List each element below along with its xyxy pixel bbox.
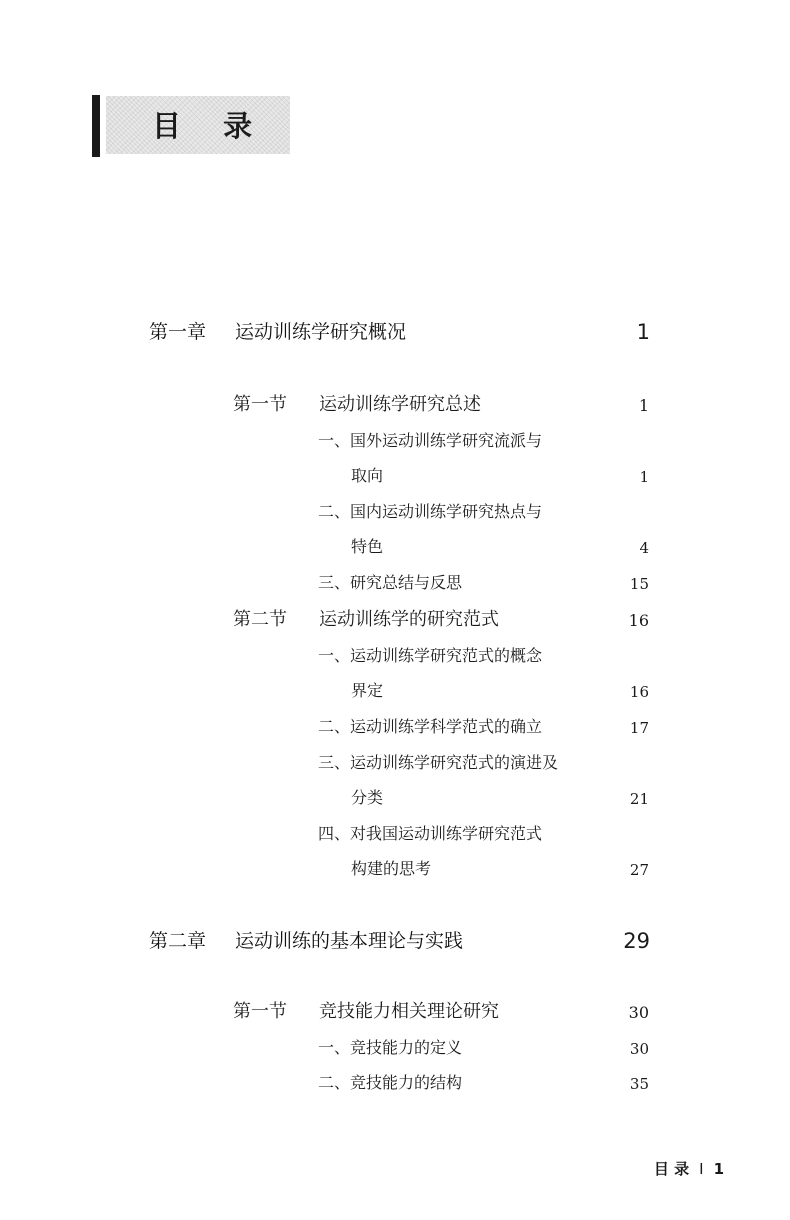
section-label: 第二节 bbox=[233, 609, 287, 630]
toc-item[interactable]: 三、研究总结与反思 bbox=[318, 573, 463, 592]
toc-item[interactable]: 一、运动训练学研究范式的概念 bbox=[318, 646, 543, 665]
toc-item[interactable]: 三、运动训练学研究范式的演进及 bbox=[318, 753, 559, 772]
toc-page-number: 1 bbox=[638, 396, 649, 415]
footer-title: 目 录 bbox=[653, 1160, 690, 1178]
toc-chapter-2[interactable] bbox=[149, 932, 463, 951]
chapter-label: 第二章 bbox=[149, 930, 207, 952]
toc-item-continuation: 取向 bbox=[351, 466, 384, 485]
toc-item-continuation: 界定 bbox=[351, 681, 384, 700]
toc-page-number: 17 bbox=[629, 719, 649, 737]
section-title: 运动训练学研究总述 bbox=[319, 394, 481, 415]
section-title: 运动训练学的研究范式 bbox=[319, 609, 499, 630]
chapter-title: 运动训练学研究概况 bbox=[235, 321, 407, 343]
toc-item[interactable]: 二、竞技能力的结构 bbox=[318, 1073, 463, 1092]
toc-item[interactable]: 二、运动训练学科学范式的确立 bbox=[318, 717, 543, 736]
section-label: 第一节 bbox=[233, 394, 287, 415]
toc-page-number: 1 bbox=[636, 320, 650, 344]
toc-item-continuation: 特色 bbox=[351, 537, 384, 556]
toc-page-number: 27 bbox=[629, 861, 649, 879]
toc-page-number: 15 bbox=[629, 575, 649, 593]
toc-page-number: 16 bbox=[628, 611, 649, 630]
toc-section-2-1[interactable] bbox=[233, 1003, 499, 1021]
toc-chapter-1[interactable] bbox=[149, 323, 406, 342]
toc-page-number: 16 bbox=[629, 683, 649, 701]
toc-item-continuation: 构建的思考 bbox=[351, 859, 432, 878]
page-footer bbox=[654, 1158, 724, 1179]
footer-page-number: 1 bbox=[713, 1160, 724, 1178]
chapter-title: 运动训练的基本理论与实践 bbox=[235, 930, 464, 952]
toc-item[interactable]: 四、对我国运动训练学研究范式 bbox=[318, 824, 543, 843]
toc-item[interactable]: 二、国内运动训练学研究热点与 bbox=[318, 502, 543, 521]
toc-page-number: 21 bbox=[629, 790, 649, 808]
section-title: 竞技能力相关理论研究 bbox=[319, 1001, 499, 1022]
toc-page-number: 35 bbox=[629, 1075, 649, 1093]
footer-separator: I bbox=[699, 1160, 704, 1178]
toc-page-number: 4 bbox=[639, 539, 649, 557]
page-title: 目 录 bbox=[152, 109, 269, 143]
toc-page-number: 30 bbox=[629, 1040, 649, 1058]
chapter-label: 第一章 bbox=[149, 321, 207, 343]
header-bar bbox=[92, 95, 100, 157]
toc-item[interactable]: 一、竞技能力的定义 bbox=[318, 1038, 463, 1057]
toc-page-number: 29 bbox=[623, 929, 650, 953]
toc-page-number: 30 bbox=[628, 1003, 649, 1022]
toc-page-number: 1 bbox=[639, 468, 649, 486]
toc-section-1-1[interactable] bbox=[233, 396, 481, 414]
toc-item[interactable]: 一、国外运动训练学研究流派与 bbox=[318, 431, 543, 450]
section-label: 第一节 bbox=[233, 1001, 287, 1022]
toc-section-1-2[interactable] bbox=[233, 611, 499, 629]
toc-item-continuation: 分类 bbox=[351, 788, 384, 807]
